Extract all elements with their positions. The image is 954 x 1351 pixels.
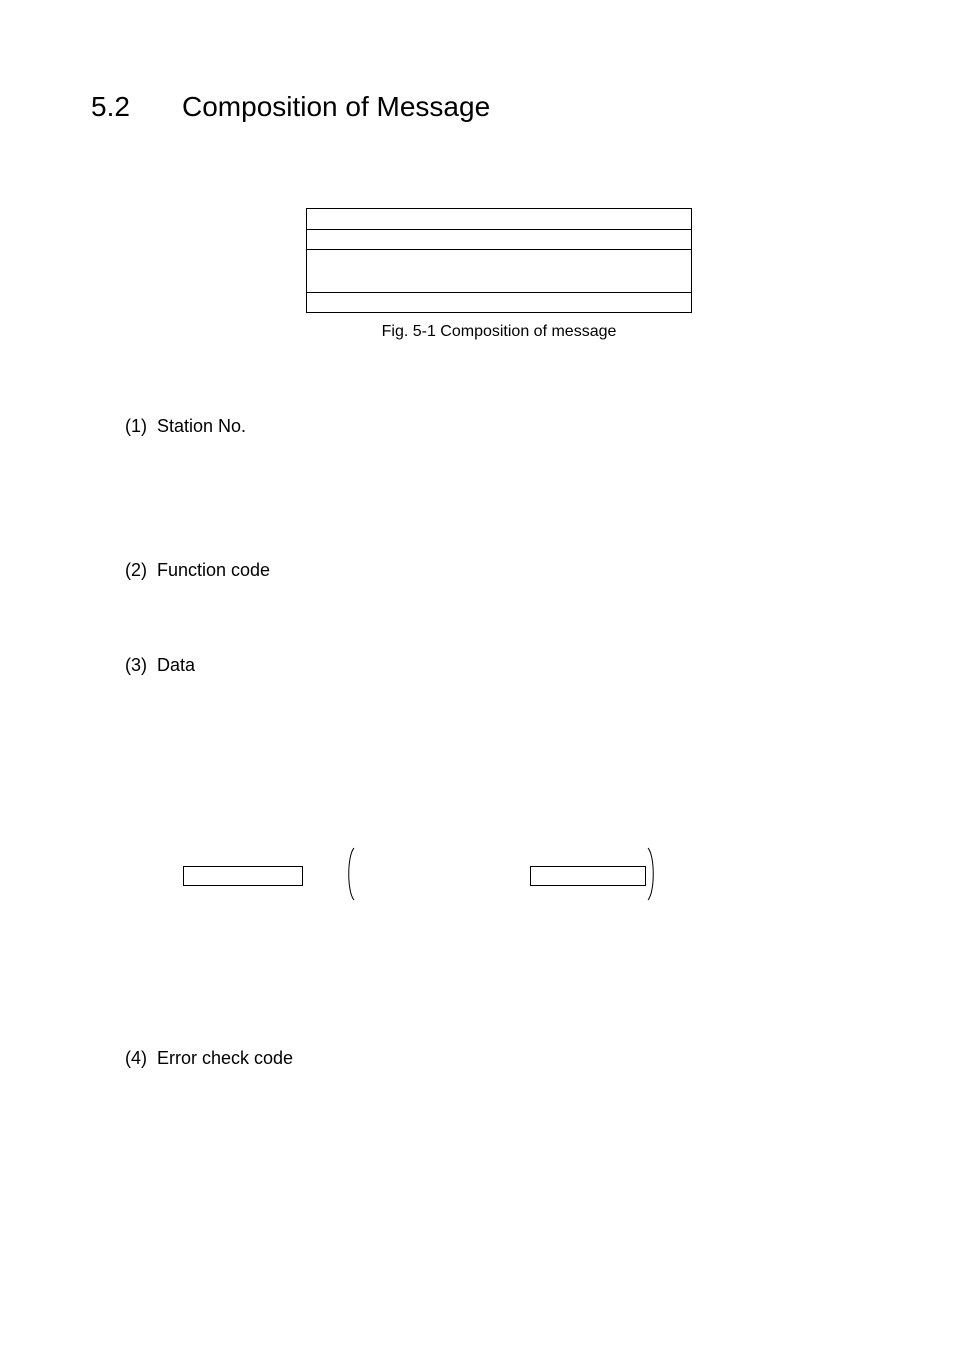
item-error-check-code (125, 1047, 293, 1069)
message-row-data (307, 250, 691, 293)
item-number: (1) (125, 416, 147, 436)
item-number: (2) (125, 560, 147, 580)
item-data (125, 654, 195, 676)
figure-caption: Fig. 5-1 Composition of message (381, 323, 617, 340)
item-station-no (125, 415, 246, 437)
message-row-station (307, 209, 691, 230)
item-number: (3) (125, 655, 147, 675)
item-number: (4) (125, 1048, 147, 1068)
message-composition-table (306, 208, 692, 313)
data-field-box-left (183, 866, 303, 886)
item-label: Function code (157, 560, 271, 580)
left-parenthesis-bracket (344, 846, 356, 902)
section-title: Composition of Message (182, 91, 491, 122)
data-field-box-right (530, 866, 646, 886)
right-parenthesis-bracket (646, 846, 658, 902)
item-label: Data (157, 655, 196, 675)
item-label: Error check code (157, 1048, 294, 1068)
section-number: 5.2 (91, 91, 130, 122)
item-label: Station No. (157, 416, 247, 436)
message-row-function (307, 230, 691, 250)
message-row-error-check (307, 293, 691, 312)
item-function-code (125, 559, 270, 581)
